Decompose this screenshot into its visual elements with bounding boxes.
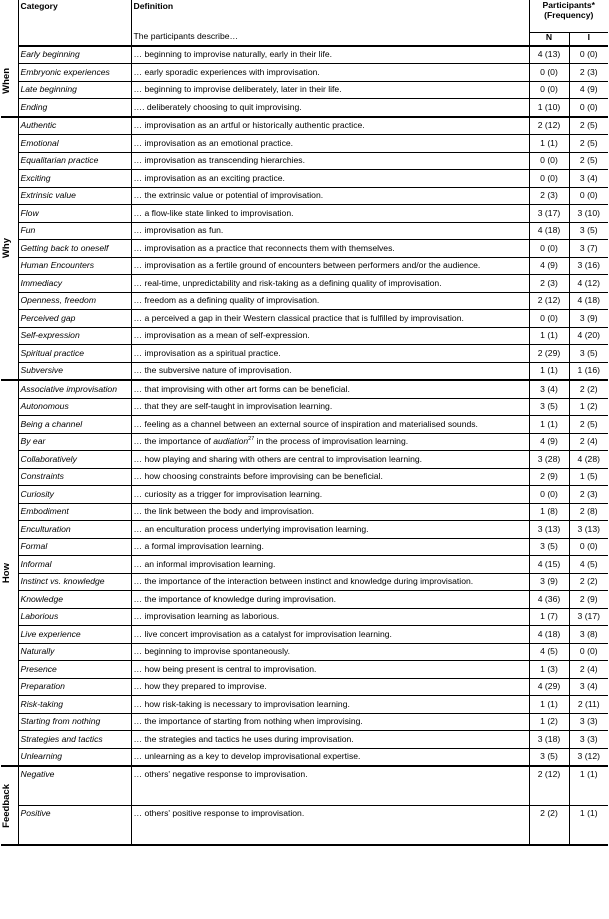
definition-cell: … beginning to improvise spontaneously. <box>131 643 529 661</box>
table-row <box>1 678 608 696</box>
participants-n-cell: 2 (3) <box>529 187 569 205</box>
definition-cell: … live concert improvisation as a catalyst for improvisation learning. <box>131 626 529 644</box>
category-cell: Subversive <box>18 362 131 380</box>
table-row <box>1 327 608 345</box>
participants-n-cell: 3 (4) <box>529 380 569 398</box>
category-cell: Getting back to oneself <box>18 240 131 258</box>
table-row <box>1 362 608 380</box>
category-cell: Being a channel <box>18 416 131 434</box>
category-cell: Naturally <box>18 643 131 661</box>
table-row <box>1 643 608 661</box>
category-cell: Equalitarian practice <box>18 152 131 170</box>
table-row <box>1 573 608 591</box>
definition-cell: … an enculturation process underlying improvisation learning. <box>131 521 529 539</box>
category-cell: Immediacy <box>18 275 131 293</box>
definition-cell: … that they are self-taught in improvisation learning. <box>131 398 529 416</box>
participants-n-cell: 3 (18) <box>529 731 569 749</box>
participants-n-cell: 1 (1) <box>529 696 569 714</box>
header-spacer <box>1 0 18 32</box>
table-row <box>1 380 608 398</box>
participants-n-cell: 0 (0) <box>529 486 569 504</box>
participants-n-cell: 2 (12) <box>529 117 569 135</box>
footnote-marker: 27 <box>248 436 255 443</box>
table-row <box>1 486 608 504</box>
category-cell: Spiritual practice <box>18 345 131 363</box>
participants-i-cell: 3 (3) <box>569 713 608 731</box>
category-cell: Enculturation <box>18 521 131 539</box>
table-row <box>1 806 608 846</box>
table-row <box>1 521 608 539</box>
participants-i-cell: 1 (5) <box>569 468 608 486</box>
definition-cell: … the strategies and tactics he uses during improvisation. <box>131 731 529 749</box>
table-row <box>1 538 608 556</box>
table-row <box>1 152 608 170</box>
table-row <box>1 468 608 486</box>
header-definition: Definition <box>131 0 529 32</box>
definition-cell: … beginning to improvise deliberately, later in their life. <box>131 81 529 99</box>
table-body <box>1 46 608 846</box>
participants-i-cell: 2 (11) <box>569 696 608 714</box>
table-row <box>1 766 608 806</box>
participants-n-cell: 2 (12) <box>529 292 569 310</box>
table-row <box>1 661 608 679</box>
participants-n-cell: 1 (1) <box>529 362 569 380</box>
definition-cell: … early sporadic experiences with improvisation. <box>131 64 529 82</box>
table-row <box>1 222 608 240</box>
category-cell: By ear <box>18 433 131 451</box>
definition-cell: … improvisation as an artful or historically authentic practice. <box>131 117 529 135</box>
definition-cell: … improvisation as a fertile ground of encounters between performers and/or the audience. <box>131 257 529 275</box>
participants-n-cell: 4 (18) <box>529 222 569 240</box>
participants-n-cell: 4 (5) <box>529 643 569 661</box>
table-row <box>1 713 608 731</box>
definition-cell: … improvisation as an emotional practice. <box>131 135 529 153</box>
definition-cell: … curiosity as a trigger for improvisation learning. <box>131 486 529 504</box>
participants-n-cell: 3 (5) <box>529 748 569 766</box>
header-col-n: N <box>529 32 569 46</box>
participants-i-cell: 1 (1) <box>569 806 608 846</box>
category-cell: Laborious <box>18 608 131 626</box>
header-category: Category <box>18 0 131 32</box>
definition-cell: … how being present is central to improvisation. <box>131 661 529 679</box>
definition-cell: … real-time, unpredictability and risk-taking as a defining quality of improvisation. <box>131 275 529 293</box>
participants-n-cell: 1 (3) <box>529 661 569 679</box>
group-label: How <box>1 562 13 584</box>
participants-i-cell: 0 (0) <box>569 643 608 661</box>
definition-text: in the process of improvisation learning. <box>254 436 409 447</box>
category-cell: Embryonic experiences <box>18 64 131 82</box>
participants-i-cell: 2 (2) <box>569 573 608 591</box>
participants-n-cell: 1 (1) <box>529 327 569 345</box>
category-cell: Late beginning <box>18 81 131 99</box>
category-cell: Openness, freedom <box>18 292 131 310</box>
category-cell: Formal <box>18 538 131 556</box>
category-cell: Positive <box>18 806 131 846</box>
definition-cell: … improvisation as a practice that reconnects them with themselves. <box>131 240 529 258</box>
participants-i-cell: 3 (13) <box>569 521 608 539</box>
category-cell: Embodiment <box>18 503 131 521</box>
participants-i-cell: 1 (16) <box>569 362 608 380</box>
definition-cell <box>131 433 529 451</box>
participants-n-cell: 2 (29) <box>529 345 569 363</box>
definition-cell: … improvisation as transcending hierarchies. <box>131 152 529 170</box>
definition-cell: …. deliberately choosing to quit improvising. <box>131 99 529 117</box>
definition-cell: … improvisation as a spiritual practice. <box>131 345 529 363</box>
participants-i-cell: 0 (0) <box>569 46 608 64</box>
table-row <box>1 135 608 153</box>
participants-n-cell: 3 (9) <box>529 573 569 591</box>
header-participants <box>529 0 608 32</box>
participants-i-cell: 2 (3) <box>569 486 608 504</box>
header-col-i: I <box>569 32 608 46</box>
definition-cell: … others' positive response to improvisation. <box>131 806 529 846</box>
participants-n-cell: 3 (17) <box>529 205 569 223</box>
definition-cell: … the subversive nature of improvisation. <box>131 362 529 380</box>
category-cell: Negative <box>18 766 131 806</box>
participants-n-cell: 2 (9) <box>529 468 569 486</box>
category-cell: Live experience <box>18 626 131 644</box>
table-row <box>1 398 608 416</box>
category-cell: Extrinsic value <box>18 187 131 205</box>
participants-i-cell: 1 (1) <box>569 766 608 806</box>
participants-i-cell: 3 (5) <box>569 222 608 240</box>
participants-n-cell: 0 (0) <box>529 81 569 99</box>
table-row <box>1 46 608 64</box>
header-category-blank <box>18 32 131 46</box>
participants-n-cell: 4 (9) <box>529 433 569 451</box>
participants-i-cell: 3 (7) <box>569 240 608 258</box>
table-row <box>1 345 608 363</box>
participants-n-cell: 0 (0) <box>529 240 569 258</box>
participants-i-cell: 4 (12) <box>569 275 608 293</box>
participants-i-cell: 1 (2) <box>569 398 608 416</box>
group-label-cell <box>1 46 18 117</box>
participants-n-cell: 4 (36) <box>529 591 569 609</box>
table-row <box>1 608 608 626</box>
participants-n-cell: 4 (13) <box>529 46 569 64</box>
participants-n-cell: 4 (18) <box>529 626 569 644</box>
category-cell: Ending <box>18 99 131 117</box>
participants-i-cell: 3 (5) <box>569 345 608 363</box>
table-row <box>1 170 608 188</box>
table-row <box>1 731 608 749</box>
participants-n-cell: 3 (5) <box>529 538 569 556</box>
participants-n-cell: 4 (15) <box>529 556 569 574</box>
group-label: When <box>1 67 13 94</box>
definition-cell: … the importance of the interaction between instinct and knowledge during improvisation. <box>131 573 529 591</box>
definition-cell: … a formal improvisation learning. <box>131 538 529 556</box>
participants-n-cell: 0 (0) <box>529 64 569 82</box>
participants-i-cell: 2 (4) <box>569 661 608 679</box>
participants-n-cell: 0 (0) <box>529 152 569 170</box>
category-cell: Associative improvisation <box>18 380 131 398</box>
table-row <box>1 99 608 117</box>
categories-table <box>1 0 608 846</box>
header-participants-label: Participants* <box>542 0 596 10</box>
category-cell: Starting from nothing <box>18 713 131 731</box>
category-cell: Autonomous <box>18 398 131 416</box>
header-frequency-label: (Frequency) <box>544 9 594 20</box>
table-row <box>1 240 608 258</box>
category-cell: Unlearning <box>18 748 131 766</box>
participants-i-cell: 3 (3) <box>569 731 608 749</box>
table-row <box>1 748 608 766</box>
participants-n-cell: 1 (10) <box>529 99 569 117</box>
participants-i-cell: 3 (16) <box>569 257 608 275</box>
definition-cell: … an informal improvisation learning. <box>131 556 529 574</box>
group-label-cell <box>1 380 18 766</box>
table-row <box>1 205 608 223</box>
participants-i-cell: 2 (5) <box>569 135 608 153</box>
participants-n-cell: 3 (13) <box>529 521 569 539</box>
group-label: Feedback <box>1 783 13 828</box>
participants-n-cell: 1 (1) <box>529 416 569 434</box>
table-row <box>1 64 608 82</box>
definition-cell: … feeling as a channel between an external source of inspiration and materialised sounds. <box>131 416 529 434</box>
participants-i-cell: 2 (5) <box>569 152 608 170</box>
definition-cell: … a perceived a gap in their Western classical practice that is fulfilled by improvisation. <box>131 310 529 328</box>
participants-n-cell: 4 (9) <box>529 257 569 275</box>
definition-cell: … the importance of starting from nothing when improvising. <box>131 713 529 731</box>
participants-i-cell: 3 (17) <box>569 608 608 626</box>
category-cell: Early beginning <box>18 46 131 64</box>
group-label-cell <box>1 117 18 381</box>
definition-cell: … improvisation as an exciting practice. <box>131 170 529 188</box>
category-cell: Curiosity <box>18 486 131 504</box>
table-row <box>1 696 608 714</box>
participants-i-cell: 4 (9) <box>569 81 608 99</box>
table-row <box>1 591 608 609</box>
participants-i-cell: 3 (12) <box>569 748 608 766</box>
category-cell: Risk-taking <box>18 696 131 714</box>
participants-i-cell: 4 (28) <box>569 451 608 469</box>
participants-n-cell: 1 (8) <box>529 503 569 521</box>
definition-cell: … improvisation learning as laborious. <box>131 608 529 626</box>
participants-i-cell: 3 (9) <box>569 310 608 328</box>
participants-i-cell: 2 (4) <box>569 433 608 451</box>
participants-i-cell: 2 (5) <box>569 117 608 135</box>
definition-cell: … how they prepared to improvise. <box>131 678 529 696</box>
table-row <box>1 257 608 275</box>
category-cell: Instinct vs. knowledge <box>18 573 131 591</box>
category-cell: Emotional <box>18 135 131 153</box>
table-row <box>1 626 608 644</box>
definition-cell: … others' negative response to improvisation. <box>131 766 529 806</box>
definition-cell: … improvisation as fun. <box>131 222 529 240</box>
category-cell: Perceived gap <box>18 310 131 328</box>
participants-i-cell: 2 (5) <box>569 416 608 434</box>
table-row <box>1 187 608 205</box>
table-row <box>1 310 608 328</box>
participants-i-cell: 3 (4) <box>569 678 608 696</box>
category-cell: Authentic <box>18 117 131 135</box>
table-row <box>1 117 608 135</box>
participants-n-cell: 1 (1) <box>529 135 569 153</box>
category-cell: Informal <box>18 556 131 574</box>
group-label: Why <box>1 238 13 259</box>
category-cell: Preparation <box>18 678 131 696</box>
participants-n-cell: 0 (0) <box>529 170 569 188</box>
participants-i-cell: 2 (9) <box>569 591 608 609</box>
definition-cell: … unlearning as a key to develop improvisational expertise. <box>131 748 529 766</box>
definition-cell: … improvisation as a mean of self-expression. <box>131 327 529 345</box>
participants-i-cell: 2 (8) <box>569 503 608 521</box>
definition-cell: … a flow-like state linked to improvisation. <box>131 205 529 223</box>
category-cell: Strategies and tactics <box>18 731 131 749</box>
table-row <box>1 503 608 521</box>
participants-i-cell: 4 (18) <box>569 292 608 310</box>
definition-cell: … the extrinsic value or potential of improvisation. <box>131 187 529 205</box>
definition-emphasis: audiation <box>213 436 249 447</box>
table-row <box>1 81 608 99</box>
participants-i-cell: 4 (20) <box>569 327 608 345</box>
definition-cell: … how choosing constraints before improvising can be beneficial. <box>131 468 529 486</box>
category-cell: Exciting <box>18 170 131 188</box>
participants-n-cell: 3 (5) <box>529 398 569 416</box>
participants-i-cell: 2 (2) <box>569 380 608 398</box>
table-row <box>1 556 608 574</box>
participants-n-cell: 2 (12) <box>529 766 569 806</box>
header-definition-sub: The participants describe… <box>131 32 529 46</box>
participants-i-cell: 3 (8) <box>569 626 608 644</box>
table-row <box>1 416 608 434</box>
definition-cell: … beginning to improvise naturally, early in their life. <box>131 46 529 64</box>
participants-n-cell: 2 (3) <box>529 275 569 293</box>
participants-n-cell: 1 (7) <box>529 608 569 626</box>
group-label-cell <box>1 766 18 845</box>
definition-cell: … that improvising with other art forms can be beneficial. <box>131 380 529 398</box>
participants-n-cell: 2 (2) <box>529 806 569 846</box>
header-spacer <box>1 32 18 46</box>
table-row <box>1 451 608 469</box>
category-cell: Presence <box>18 661 131 679</box>
participants-i-cell: 0 (0) <box>569 538 608 556</box>
participants-i-cell: 3 (10) <box>569 205 608 223</box>
participants-i-cell: 0 (0) <box>569 99 608 117</box>
category-cell: Collaboratively <box>18 451 131 469</box>
category-cell: Fun <box>18 222 131 240</box>
definition-cell: … the importance of knowledge during improvisation. <box>131 591 529 609</box>
participants-n-cell: 3 (28) <box>529 451 569 469</box>
table-row <box>1 292 608 310</box>
category-cell: Self-expression <box>18 327 131 345</box>
participants-i-cell: 2 (3) <box>569 64 608 82</box>
category-cell: Knowledge <box>18 591 131 609</box>
participants-n-cell: 4 (29) <box>529 678 569 696</box>
participants-i-cell: 3 (4) <box>569 170 608 188</box>
definition-text: … the importance of <box>133 436 214 447</box>
table-row <box>1 433 608 451</box>
category-cell: Human Encounters <box>18 257 131 275</box>
participants-i-cell: 4 (5) <box>569 556 608 574</box>
participants-n-cell: 1 (2) <box>529 713 569 731</box>
definition-cell: … freedom as a defining quality of improvisation. <box>131 292 529 310</box>
definition-cell: … how playing and sharing with others are central to improvisation learning. <box>131 451 529 469</box>
participants-i-cell: 0 (0) <box>569 187 608 205</box>
definition-cell: … how risk-taking is necessary to improvisation learning. <box>131 696 529 714</box>
table-row <box>1 275 608 293</box>
definition-cell: … the link between the body and improvisation. <box>131 503 529 521</box>
participants-n-cell: 0 (0) <box>529 310 569 328</box>
category-cell: Flow <box>18 205 131 223</box>
category-cell: Constraints <box>18 468 131 486</box>
